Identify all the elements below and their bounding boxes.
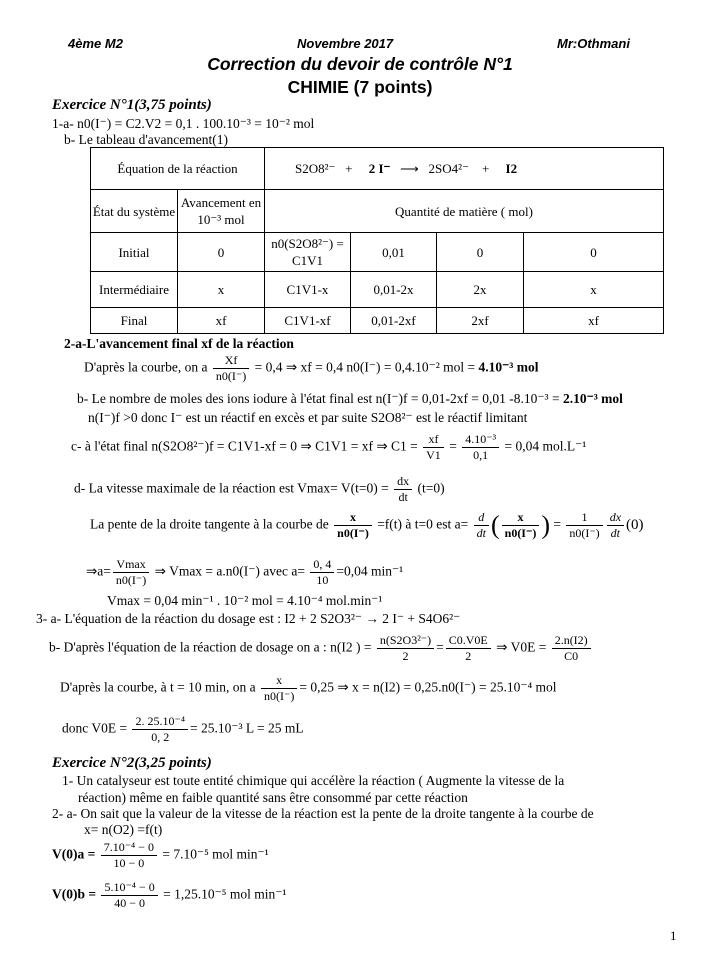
- plus-2: +: [481, 161, 490, 176]
- denominator: dt: [476, 526, 486, 540]
- table-row: [91, 272, 664, 308]
- table-cell: Final: [91, 308, 178, 334]
- vmax-post: =0,04 min⁻¹: [336, 563, 404, 579]
- slope-mid: =f(t) à t=0 est a=: [377, 516, 469, 532]
- q2a-line: [84, 353, 538, 384]
- reaction-arrow-icon: ⟶: [400, 161, 419, 176]
- quantity-header: Quantité de matière ( mol): [265, 190, 664, 233]
- fraction: [566, 510, 602, 541]
- numerator: 5.10⁻⁴ − 0: [101, 880, 157, 896]
- fraction: [462, 432, 499, 463]
- fraction: [132, 714, 188, 745]
- q2d-line: [74, 474, 445, 505]
- denominator: dt: [610, 526, 621, 540]
- denominator: n0(I⁻): [337, 526, 369, 540]
- class-label: 4ème M2: [68, 36, 123, 51]
- va-label: V(0)a =: [52, 846, 96, 862]
- advancement-header: Avancement en 10⁻³ mol: [178, 190, 265, 233]
- q2b-text: b- Le nombre de moles des ions iodure à l'état final est n(I⁻)f = 0,01-2xf = 0,01 -8.10⁻³ =: [77, 391, 560, 406]
- q2a-result: 4.10⁻³ mol: [478, 359, 539, 375]
- denominator: n0(I⁻): [264, 689, 295, 703]
- q3d-line: [62, 714, 304, 745]
- numerator: x: [502, 510, 540, 526]
- state-header: État du système: [91, 190, 178, 233]
- table-cell: x: [178, 272, 265, 308]
- table-cell: 2x: [437, 272, 524, 308]
- denominator: 2: [402, 649, 409, 663]
- numerator: dx: [607, 510, 624, 526]
- fraction: [446, 633, 491, 664]
- equation-cell: [265, 148, 664, 190]
- product-2: I2: [505, 161, 518, 176]
- vb-post: = 1,25.10⁻⁵ mol min⁻¹: [163, 886, 287, 902]
- product-1: 2SO4²⁻: [428, 161, 469, 176]
- table-cell: n0(S2O8²⁻) = C1V1: [265, 233, 351, 272]
- denominator: 10: [316, 573, 329, 587]
- vmax-mid: ⇒ Vmax = a.n0(I⁻) avec a=: [154, 563, 305, 579]
- denominator: 2: [465, 649, 472, 663]
- ex2-q2a-line2: x= n(O2) =f(t): [84, 822, 163, 837]
- slope-line: [90, 510, 644, 541]
- table-cell: 0,01-2xf: [351, 308, 437, 334]
- q2a-pre: D'après la courbe, on a: [84, 359, 208, 375]
- q3b-pre: b- D'après l'équation de la réaction de dosage on a : n(I2 ) =: [49, 639, 372, 655]
- q2c-line: [71, 432, 586, 463]
- fraction: [474, 510, 489, 541]
- numerator: dx: [394, 474, 412, 490]
- q3d-pre: donc V0E =: [62, 720, 128, 736]
- equals: =: [449, 438, 457, 454]
- numerator: n(S2O3²⁻): [377, 633, 434, 649]
- plus-1: +: [345, 161, 353, 176]
- q2b-line2: n(I⁻)f >0 donc I⁻ est un réactif en excès et par suite S2O8²⁻ est le réactif limitant: [88, 410, 528, 425]
- vmax-line2: Vmax = 0,04 min⁻¹ . 10⁻² mol = 4.10⁻⁴ mol.min⁻¹: [107, 593, 383, 608]
- q2a-title: 2-a-L'avancement final xf de la réaction: [64, 336, 294, 351]
- va-line: [52, 840, 269, 871]
- table-cell: Initial: [91, 233, 178, 272]
- q2b-line: [77, 391, 623, 407]
- table-cell: C1V1-x: [265, 272, 351, 308]
- numerator: xf: [423, 432, 444, 448]
- fraction: [101, 840, 157, 871]
- close-paren: ): [541, 510, 550, 540]
- denominator: C0: [564, 649, 579, 663]
- denominator: n0(I⁻): [115, 573, 147, 587]
- vb-line: [52, 880, 286, 911]
- open-paren: (: [490, 510, 500, 540]
- exercise-1-title: Exercice N°1(3,75 points): [52, 97, 212, 113]
- fraction: [113, 557, 149, 588]
- table-cell: x: [524, 272, 664, 308]
- equation-label: Équation de la réaction: [91, 148, 265, 190]
- table-cell: xf: [524, 308, 664, 334]
- numerator: 0, 4: [310, 557, 334, 573]
- fraction: [502, 510, 540, 541]
- table-cell: 0,01: [351, 233, 437, 272]
- numerator: 7.10⁻⁴ − 0: [101, 840, 157, 856]
- numerator: Vmax: [113, 557, 149, 573]
- q2c-pre: c- à l'état final n(S2O8²⁻)f = C1V1-xf = 0 ⇒ C1V1 = xf ⇒ C1 =: [71, 438, 418, 454]
- table-cell: Intermédiaire: [91, 272, 178, 308]
- vb-label: V(0)b =: [52, 886, 97, 902]
- page-number: 1: [670, 928, 677, 943]
- denominator: 40 − 0: [114, 896, 145, 910]
- numerator: 1: [566, 510, 602, 526]
- vmax-line: [86, 557, 403, 588]
- ex2-q1-line1: 1- Un catalyseur est toute entité chimique qui accélère la réaction ( Augmente la vitesse de la: [62, 773, 565, 788]
- numerator: d: [474, 510, 489, 526]
- numerator: Xf: [213, 353, 249, 369]
- reactant-1: S2O8²⁻: [295, 161, 336, 176]
- reactant-2: 2 I⁻: [368, 161, 391, 176]
- table-cell: 0: [437, 233, 524, 272]
- ex2-q2a-line1: 2- a- On sait que la valeur de la vitesse de la réaction est la pente de la droite tangente à la courbe de: [52, 806, 594, 821]
- denominator: n0(I⁻): [504, 526, 537, 540]
- table-row: [91, 308, 664, 334]
- q3d-post: = 25.10⁻³ L = 25 mL: [190, 720, 304, 736]
- va-post: = 7.10⁻⁵ mol min⁻¹: [162, 846, 269, 862]
- q3c-pre: D'après la courbe, à t = 10 min, on a: [60, 679, 256, 695]
- date-label: Novembre 2017: [297, 36, 394, 51]
- numerator: x: [261, 673, 297, 689]
- q1a-line: 1-a- n0(I⁻) = C2.V2 = 0,1 . 100.10⁻³ = 10⁻² mol: [52, 116, 315, 131]
- fraction: [377, 633, 434, 664]
- table-row: [91, 233, 664, 272]
- numerator: C0.V0E: [446, 633, 491, 649]
- slope-zero: (0): [626, 517, 644, 533]
- q2c-post: = 0,04 mol.L⁻¹: [504, 438, 587, 454]
- fraction: [552, 633, 591, 664]
- q1b-line: b- Le tableau d'avancement(1): [64, 132, 228, 147]
- vmax-pre: ⇒a=: [86, 563, 111, 579]
- numerator: 2.n(I2): [552, 633, 591, 649]
- fraction: [423, 432, 444, 463]
- numerator: 4.10⁻³: [462, 432, 499, 448]
- table-cell: C1V1-xf: [265, 308, 351, 334]
- table-cell: xf: [178, 308, 265, 334]
- numerator: x: [334, 510, 372, 526]
- q2b-result: 2.10⁻³ mol: [562, 391, 623, 406]
- fraction: [394, 474, 412, 505]
- page-subtitle: CHIMIE (7 points): [287, 77, 433, 97]
- q2d-pre: d- La vitesse maximale de la réaction est Vmax= V(t=0) =: [74, 480, 389, 496]
- denominator: dt: [398, 490, 408, 504]
- q3c-post: = 0,25 ⇒ x = n(I2) = 0,25.n0(I⁻) = 25.10⁻⁴ mol: [299, 679, 557, 695]
- equals: =: [436, 639, 444, 655]
- fraction: [334, 510, 372, 541]
- table-cell: 0: [178, 233, 265, 272]
- q3c-line: [60, 673, 557, 704]
- advancement-table: [90, 147, 664, 334]
- teacher-label: Mr:Othmani: [557, 36, 630, 51]
- fraction: [213, 353, 249, 384]
- fraction: [101, 880, 157, 911]
- fraction: [607, 510, 624, 541]
- fraction: [261, 673, 297, 704]
- q2d-post: (t=0): [417, 480, 445, 496]
- denominator: n0(I⁻): [569, 526, 600, 540]
- denominator: 0, 2: [151, 730, 170, 744]
- numerator: 2. 25.10⁻⁴: [132, 714, 188, 730]
- ex2-q1-line2: réaction) même en faible quantité sans être consommé par cette réaction: [78, 790, 468, 805]
- q3b-line: [49, 633, 593, 664]
- denominator: V1: [426, 448, 441, 462]
- denominator: 0,1: [473, 448, 489, 462]
- exercise-2-title: Exercice N°2(3,25 points): [52, 755, 212, 771]
- table-cell: 0,01-2x: [351, 272, 437, 308]
- q2a-post: = 0,4 ⇒ xf = 0,4 n0(I⁻) = 0,4.10⁻² mol =: [254, 359, 476, 375]
- denominator: 10 − 0: [113, 856, 145, 870]
- page-title: Correction du devoir de contrôle N°1: [207, 54, 513, 74]
- q3a-line: 3- a- L'équation de la réaction du dosage est : I2 + 2 S2O3²⁻ → 2 I⁻ + S4O6²⁻: [36, 611, 461, 626]
- denominator: n0(I⁻): [215, 369, 247, 383]
- table-cell: 2xf: [437, 308, 524, 334]
- slope-pre: La pente de la droite tangente à la courbe de: [90, 516, 329, 532]
- fraction: [310, 557, 334, 588]
- equals: =: [553, 516, 561, 532]
- q3b-mid: ⇒ V0E =: [496, 639, 547, 655]
- table-cell: 0: [524, 233, 664, 272]
